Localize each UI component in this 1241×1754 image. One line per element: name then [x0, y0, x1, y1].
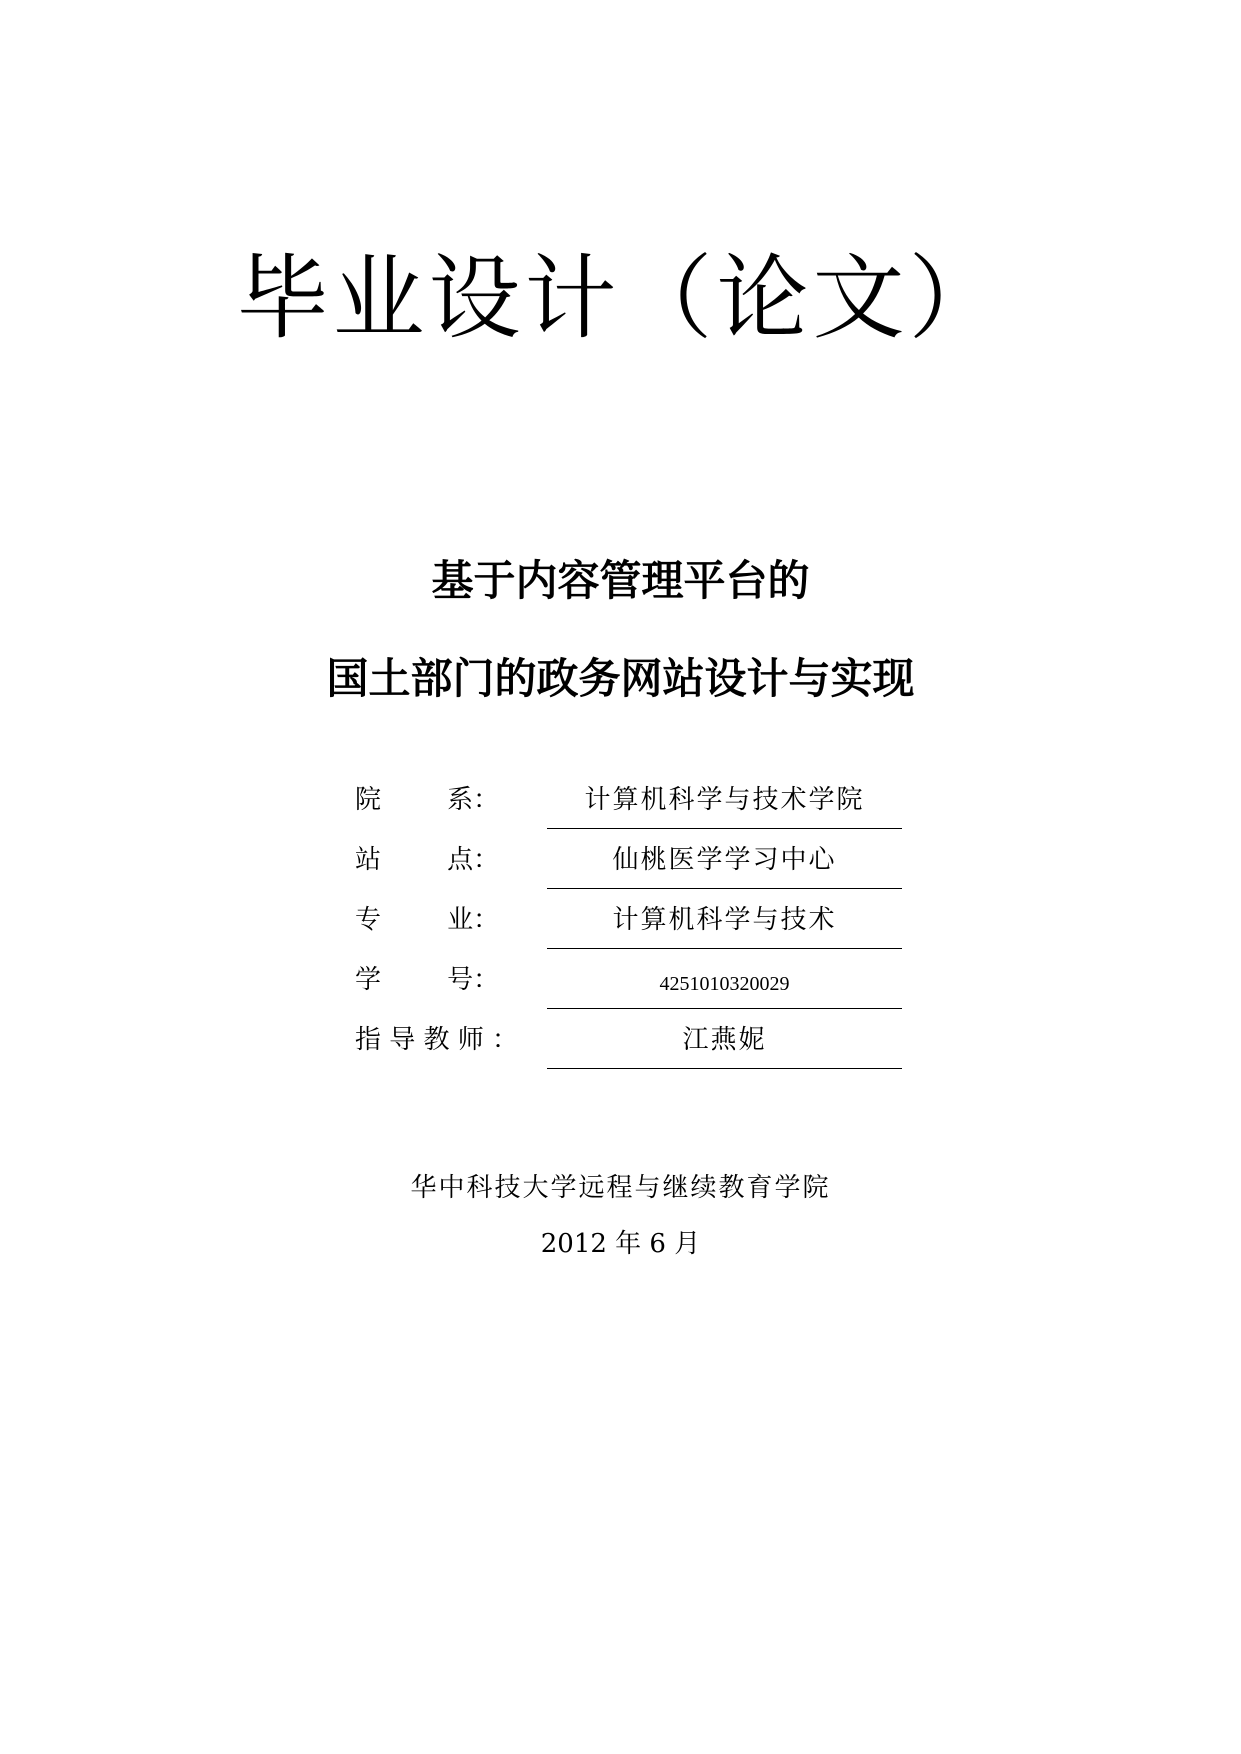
info-value: 计算机科学与技术学院	[584, 785, 865, 815]
info-value: 4251010320029	[659, 973, 790, 995]
info-value: 计算机科学与技术	[612, 905, 837, 935]
info-label: 学 号：	[355, 965, 500, 995]
info-label: 指 导 教 师 ：	[355, 1025, 519, 1055]
thesis-title-line-2: 国土部门的政务网站设计与实现	[326, 654, 915, 703]
underline	[547, 1068, 902, 1070]
info-row-advisor	[355, 1010, 902, 1070]
info-row-major	[355, 890, 902, 950]
submission-date: 2012 年 6 月	[540, 1229, 701, 1259]
info-row-site	[355, 830, 902, 890]
institution-name: 华中科技大学远程与继续教育学院	[410, 1173, 831, 1203]
info-row-department	[355, 770, 902, 830]
info-label: 专 业：	[355, 905, 500, 935]
info-value: 江燕妮	[682, 1025, 767, 1055]
info-value: 仙桃医学学习中心	[612, 845, 837, 875]
info-row-student-id	[355, 950, 902, 1010]
info-label: 院 系：	[355, 785, 500, 815]
info-label: 站 点：	[355, 845, 500, 875]
thesis-title-line-1: 基于内容管理平台的	[431, 556, 810, 605]
main-title: 毕业设计（论文）	[236, 245, 1005, 352]
